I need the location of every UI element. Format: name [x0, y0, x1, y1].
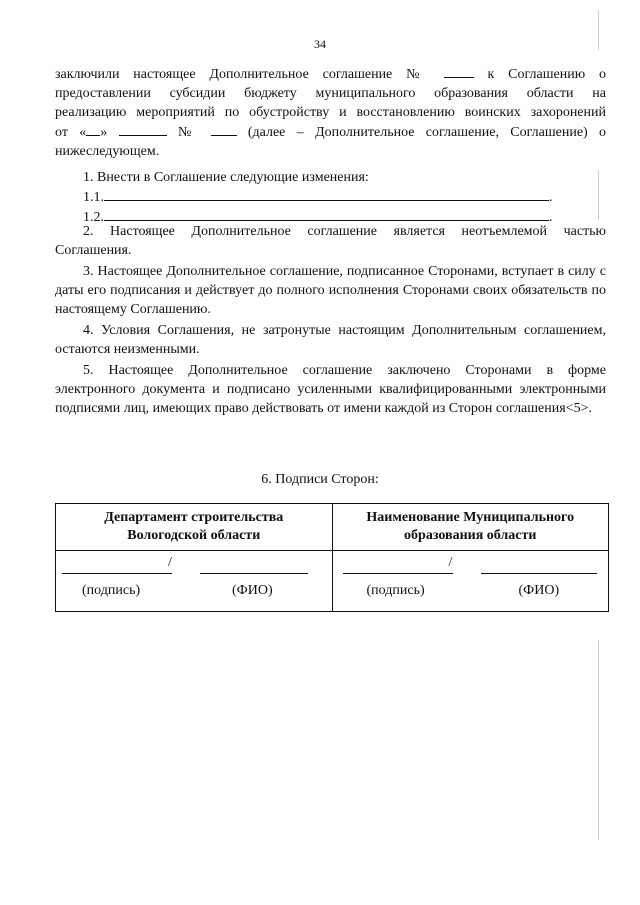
changes-list: [55, 168, 606, 227]
changes-heading: 1. Внести в Соглашение следующие изменения:: [83, 170, 369, 185]
signature-line: [343, 573, 453, 574]
term-paragraph: 5. Настоящее Дополнительное соглашение заключено Сторонами в форме электронного документа и подписано усиленными квалифицированными электронными подписями лиц, имеющих право действовать от имени каждой из Сторон соглашения<5>.: [55, 363, 606, 416]
name-caption: (ФИО): [232, 583, 273, 598]
name-line: [200, 573, 308, 574]
right-signature-cell: [332, 551, 609, 612]
left-party-name: Департамент строительства Вологодской области: [56, 504, 333, 551]
slash: /: [448, 555, 453, 570]
name-line: [481, 573, 597, 574]
terms-block: [55, 222, 606, 420]
page-number: 34: [314, 37, 326, 51]
intro-line: предоставлении субсидии бюджету муниципального образования области на: [55, 86, 606, 101]
intro-line: реализацию мероприятий по обустройству и восстановлению воинских захоронений: [55, 105, 606, 120]
signatures-title: 6. Подписи Сторон:: [261, 472, 379, 487]
signatures-table: [55, 503, 609, 612]
name-caption: (ФИО): [518, 583, 560, 598]
intro-line: заключили настоящее Дополнительное соглашение № к Соглашению о: [55, 64, 606, 84]
change-item: 1.1. .: [55, 187, 606, 207]
slash: /: [168, 555, 172, 570]
left-signature-cell: [56, 551, 333, 612]
term-paragraph: 2. Настоящее Дополнительное соглашение является неотъемлемой частью Соглашения.: [55, 224, 606, 258]
intro-line: от « » № (далее – Дополнительное соглашение, Соглашение) о: [55, 122, 606, 142]
margin-mark: [598, 640, 599, 840]
intro-paragraph: [55, 64, 606, 161]
term-paragraph: 3. Настоящее Дополнительное соглашение, подписанное Сторонами, вступает в силу с даты его подписания и действует до полного исполнения Сторонами своих обязательств по настоящему Соглашению.: [55, 264, 606, 317]
intro-line: нижеследующем.: [55, 144, 160, 159]
signature-caption: (подпись): [366, 583, 425, 598]
change-item: 1.2. .: [55, 207, 606, 227]
term-paragraph: 4. Условия Соглашения, не затронутые настоящим Дополнительным соглашением, остаются неизменными.: [55, 323, 606, 357]
signature-caption: (подпись): [82, 583, 141, 598]
right-party-name: Наименование Муниципального образования области: [332, 504, 609, 551]
signature-line: [62, 573, 172, 574]
